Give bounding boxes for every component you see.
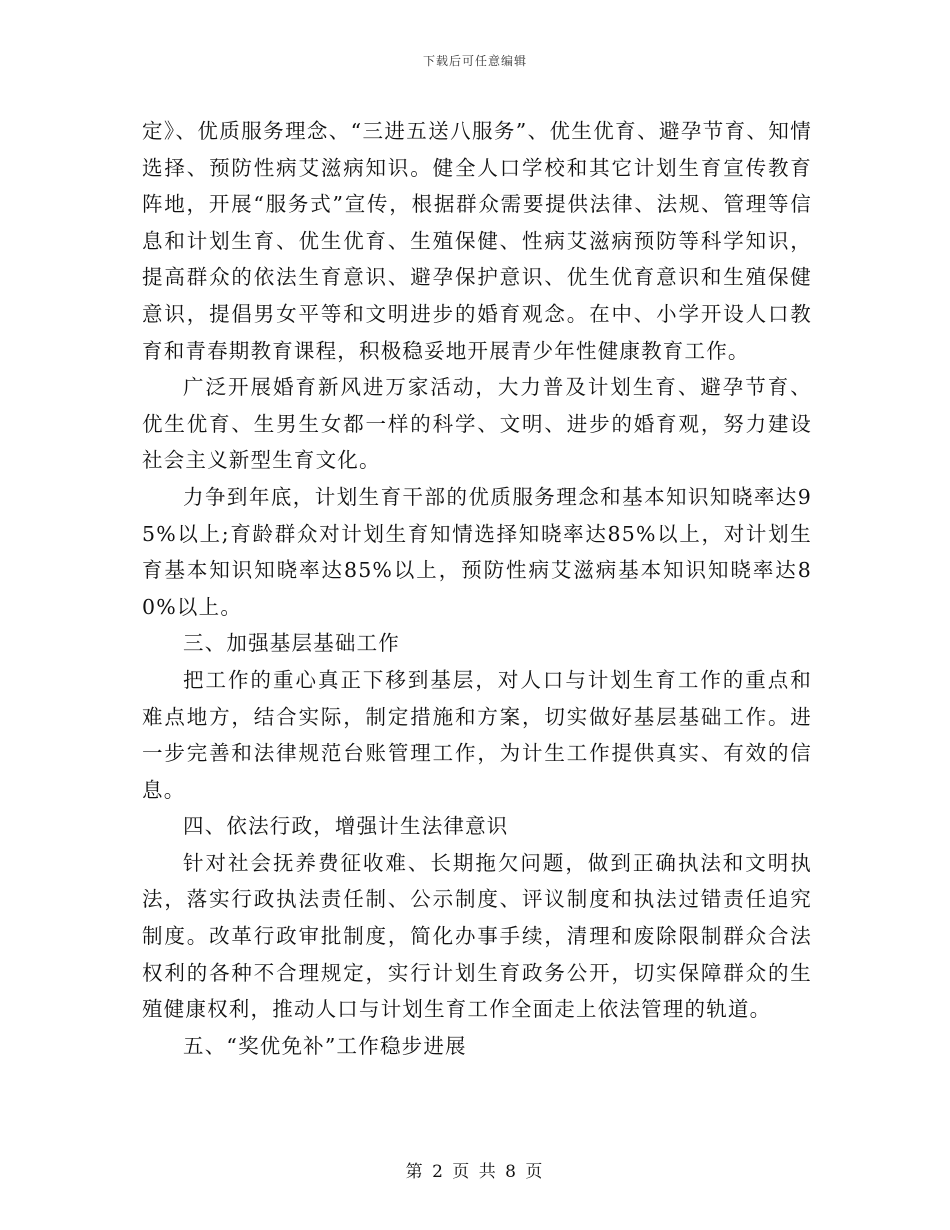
paragraph-1: 定》、优质服务理念、“三进五送八服务”、优生优育、避孕节育、知情选择、预防性病艾滋病知识。健全人口学校和其它计划生育宣传教育阵地，开展“服务式”宣传，根据群众需要提供法律、法规、管理等信息和计划生育、优生优育、生殖保健、性病艾滋病预防等科学知识，提高群众的依法生育意识、避孕保护意识、优生优育意识和生殖保健意识，提倡男女平等和文明进步的婚育观念。在中、小学开设人口教育和青春期教育课程，积极稳妥地开展青少年性健康教育工作。 — [142, 119, 812, 363]
document-body — [142, 113, 812, 1064]
page-header: 下载后可任意编辑 — [422, 54, 527, 68]
section-heading-5: 五、“奖优免补”工作稳步进展 — [183, 1033, 467, 1058]
section-heading-4: 四、依法行政，增强计生法律意识 — [183, 814, 509, 839]
paragraph-2: 广泛开展婚育新风进万家活动，大力普及计划生育、避孕节育、优生优育、生男生女都一样的科学、文明、进步的婚育观，努力建设社会主义新型生育文化。 — [142, 375, 812, 473]
page-number-footer: 第 2 页 共 8 页 — [405, 1162, 545, 1182]
paragraph-3: 力争到年底，计划生育干部的优质服务理念和基本知识知晓率达95%以上;育龄群众对计划生育知情选择知晓率达85%以上，对计划生育基本知识知晓率达85%以上，预防性病艾滋病基本知识知晓率达80%以上。 — [142, 484, 812, 619]
section-heading-3: 三、加强基层基础工作 — [183, 631, 400, 656]
paragraph-5: 针对社会抚养费征收难、长期拖欠问题，做到正确执法和文明执法，落实行政执法责任制、公示制度、评议制度和执法过错责任追究制度。改革行政审批制度，简化办事手续，清理和废除限制群众合法权利的各种不合理规定，实行计划生育政务公开，切实保障群众的生殖健康权利，推动人口与计划生育工作全面走上依法管理的轨道。 — [142, 850, 812, 1022]
paragraph-4: 把工作的重心真正下移到基层，对人口与计划生育工作的重点和难点地方，结合实际，制定措施和方案，切实做好基层基础工作。进一步完善和法律规范台账管理工作，为计生工作提供真实、有效的信息。 — [142, 667, 812, 802]
